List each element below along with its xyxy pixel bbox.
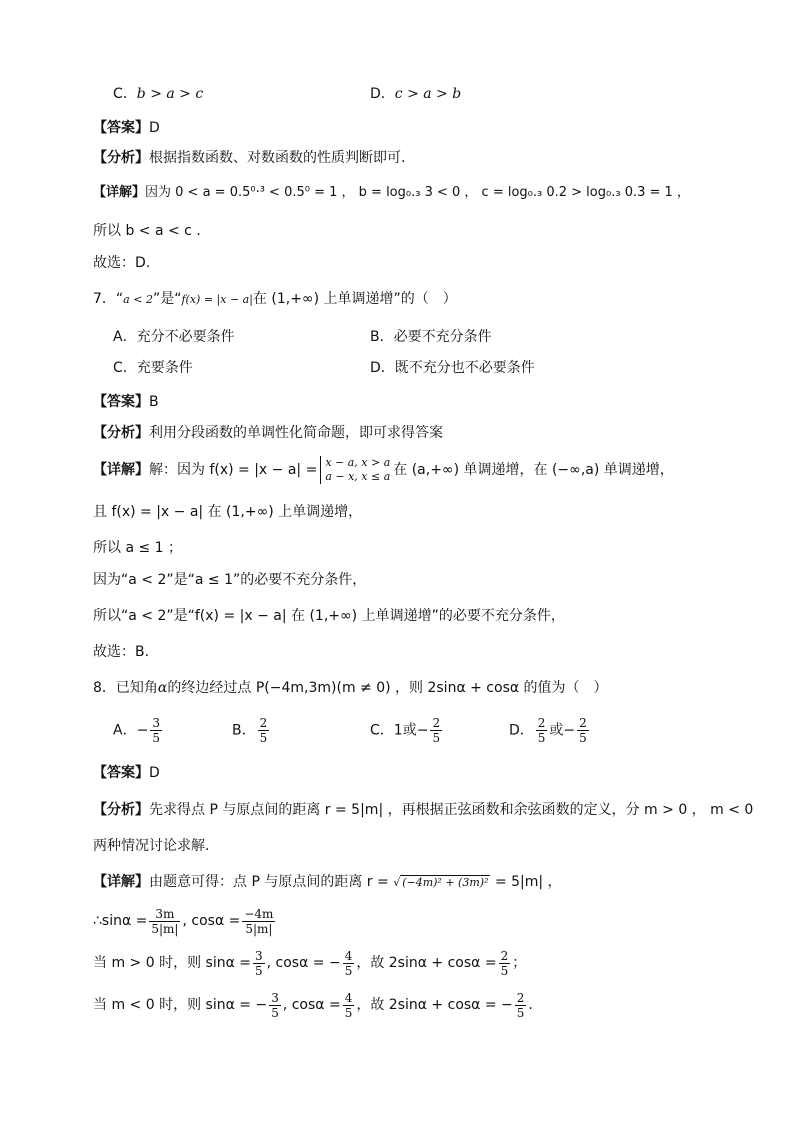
- q7-stem: 7．“a < 2”是“f(x) = |x − a|在 (1,+∞) 上单调递增”的（ ）: [93, 291, 457, 307]
- q7-conclusion: 故选：B.: [93, 644, 150, 660]
- fraction: $\frac{4}{5}$: [344, 990, 353, 1020]
- fraction: $\frac{3m}{5|m|}$: [151, 906, 179, 936]
- q6-answer: 【答案】D: [93, 120, 160, 136]
- q6-option-c: C．b > a > c: [113, 86, 204, 102]
- q6-analysis: 【分析】根据指数函数、对数函数的性质判断即可.: [93, 150, 406, 166]
- piecewise-brace: x − a, x > a a − x, x ≤ a: [320, 456, 390, 484]
- q7-line-2: 且 f(x) = |x − a| 在 (1,+∞) 上单调递增，: [93, 504, 363, 520]
- q7-option-d: D．既不充分也不必要条件: [370, 360, 535, 376]
- fraction: $\frac{2}{5}$: [537, 716, 546, 745]
- q8-answer: 【答案】D: [93, 765, 160, 781]
- q8-analysis-2: 两种情况讨论求解.: [93, 838, 210, 854]
- fraction: $\frac{2}{5}$: [432, 716, 441, 745]
- q7-option-c: C．充要条件: [113, 360, 193, 376]
- fraction: $\frac{-4m}{5|m|}$: [244, 906, 274, 936]
- sqrt-expression: √ (−4m)² + (3m)²: [393, 876, 489, 889]
- q6-detail: 【详解】因为 0 < a = 0.5⁰·³ < 0.5⁰ = 1 ， b = log₀.₃ 3 < 0 ， c = log₀.₃ 0.2 > log₀.₃ 0.3 = 1 ，: [93, 185, 690, 200]
- q8-line-3: 当 m > 0 时，则 sinα = $\frac{3}{5}$ , cosα = − $\frac{4}{5}$ ，故 2sinα + cosα = $\frac{2}{5}$ ；: [93, 948, 527, 978]
- q8-option-b: B． $\frac{2}{5}$: [232, 716, 268, 745]
- fraction: $\frac{2}{5}$: [500, 948, 509, 978]
- q7-analysis: 【分析】利用分段函数的单调性化简命题，即可求得答案: [93, 425, 443, 441]
- q7-option-b: B．必要不充分条件: [370, 329, 492, 345]
- fraction: $\frac{2}{5}$: [579, 716, 587, 745]
- q7-detail: 【详解】解：因为 f(x) = |x − a| = x − a, x > a a − x, x ≤ a 在 (a,+∞) 单调递增，在 (−∞,a) 单调递增，: [93, 456, 674, 483]
- q8-analysis: 【分析】先求得点 P 与原点间的距离 r = 5|m| ，再根据正弦函数和余弦函数的定义，分 m > 0 ， m < 0: [93, 802, 754, 818]
- q8-stem: 8．已知角α的终边经过点 P(−4m,3m)(m ≠ 0) ，则 2sinα + cosα 的值为（ ）: [93, 680, 608, 696]
- q6-conclusion: 故选：D.: [93, 255, 151, 271]
- fraction: $\frac{3}{5}$: [271, 990, 279, 1020]
- fraction: $\frac{3}{5}$: [255, 948, 263, 978]
- q7-line-4: 因为“a < 2”是“a ≤ 1”的必要不充分条件，: [93, 572, 367, 588]
- fraction: $\frac{2}{5}$: [516, 990, 525, 1020]
- fraction: $\frac{2}{5}$: [259, 716, 268, 745]
- q7-line-3: 所以 a ≤ 1 ；: [93, 540, 183, 556]
- q8-line-4: 当 m < 0 时，则 sinα = − $\frac{3}{5}$ , cosα = $\frac{4}{5}$ ，故 2sinα + cosα = − $\frac{2}{5}$ .: [93, 990, 533, 1020]
- q8-line-2: ∴sinα = $\frac{3m}{5|m|}$ , cosα = $\frac{-4m}{5|m|}$: [93, 906, 274, 936]
- q7-line-5: 所以“a < 2”是“f(x) = |x − a| 在 (1,+∞) 上单调递增”的必要不充分条件，: [93, 608, 565, 624]
- q7-answer: 【答案】B: [93, 394, 159, 410]
- q6-option-d: D．c > a > b: [370, 86, 462, 102]
- q7-option-a: A．充分不必要条件: [113, 329, 235, 345]
- fraction: $\frac{3}{5}$: [152, 716, 160, 745]
- fraction: $\frac{4}{5}$: [344, 948, 353, 978]
- q6-detail-2: 所以 b < a < c .: [93, 223, 201, 239]
- q8-option-a: A．− $\frac{3}{5}$: [113, 716, 160, 745]
- q8-detail: 【详解】由题意可得：点 P 与原点间的距离 r = √ (−4m)² + (3m)² = 5|m| ，: [93, 874, 562, 890]
- q8-option-d: D． $\frac{2}{5}$ 或− $\frac{2}{5}$: [509, 716, 587, 745]
- q8-option-c: C．1或− $\frac{2}{5}$: [370, 716, 441, 745]
